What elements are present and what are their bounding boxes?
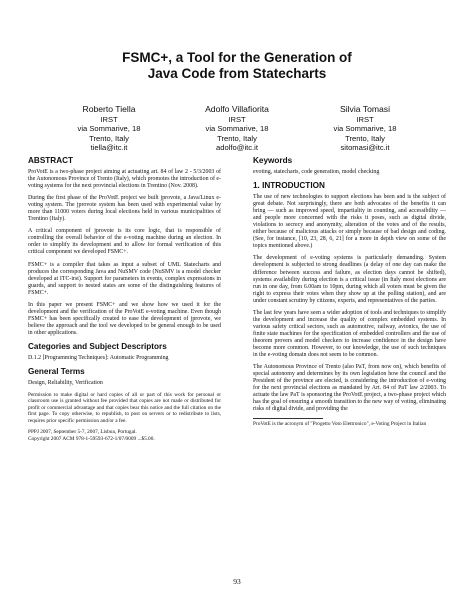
author-card [301, 104, 429, 152]
title-line-1: FSMC+, a Tool for the Generation of [122, 50, 352, 65]
author-affiliation: IRST [228, 115, 246, 124]
introduction-paragraph: The use of new technologies to support elections has been and is the subject of great debate. Not surprisingly, there are both advocates of the benefits it can bring — such as improved speed, impartiality in counting, and accessibility — and people more concerned with the risks it poses, such as digital divide, violations to secrecy and anonymity, alteration of the votes and of the results, either because of malicious attacks or simply because of bad design and coding. (See, for instance, [10, 23, 28, 6, 21] for a more in depth view on some of the topics mentioned above.) [253, 194, 446, 250]
author-email: sitomasi@itc.it [340, 142, 390, 152]
author-affiliation: IRST [100, 115, 118, 124]
author-address: via Sommarive, 18 [77, 124, 141, 134]
footnote: ProVotE is the acronym of "Progetto Voto Elettronico", e-Voting Project in Italian [253, 421, 427, 428]
conference-info: PPPJ 2007, September 5-7, 2007, Lisboa, Portugal. [28, 429, 137, 436]
keywords-text: evoting, statecharts, code generation, model checking [253, 169, 380, 175]
introduction-paragraph: The Autonomous Province of Trento (also PaT, from now on), which benefits of special autonomy and determines by its own legislation how the council and the President of the province are elected, is considering the introduction of e-voting for the next provincial elections as mandated by Art. 84 of PaT law 2/2003. To actuate the law PaT is sponsoring the ProVotE project, a two-phase project which has the goal of ensuring a smooth transition to the new way of voting, eliminating risks of digital divide, and providing the [253, 364, 446, 413]
author-address: via Sommarive, 18 [333, 124, 397, 134]
author-city: Trento, Italy [345, 133, 385, 143]
left-column [28, 156, 221, 442]
introduction-paragraph: The development of e-voting systems is particularly demanding. System development is subjected to strong deadlines (a delay of one day can make the difference between success and failure, as election days cannot be shifted), systems availability during election is a critical issue (in Italy most elections are run in one day, from 6.00am to 10pm, during which all voters must be given the right to express their votes when they show up at the polling station), and are under constant scrutiny by citizens, experts, and representatives of the parties. [253, 255, 446, 304]
abstract-heading: ABSTRACT [28, 156, 74, 165]
abstract-paragraph: A critical component of jprovote is its core logic, that is responsible of controlling the overall behavior of the e-voting machine during an election. In order to simplify its development and to allow for formal verification of this critical component we developed FSMC+. [28, 228, 221, 256]
categories-heading: Categories and Subject Descriptors [28, 341, 167, 351]
author-block [45, 104, 429, 152]
introduction-paragraph: The last few years have seen a wider adoption of tools and techniques to simplify the development and increase the quality of complex embedded systems. In various safety critical sectors, such as automotive, railway, avionics, the use of finite state machines for the specification of embedded controllers and the use of theorem provers and model checkers to increase confidence in the design have become more common. However, to our knowledge, the use of such techniques in the e-voting domain does not seem to be common. [253, 309, 446, 359]
right-column [253, 156, 446, 428]
general-terms-text: Design, Reliability, Verification [28, 380, 103, 387]
author-affiliation: IRST [356, 115, 374, 124]
page-number: 93 [233, 577, 241, 586]
author-name: Silvia Tomasi [340, 104, 390, 114]
paper-title [0, 50, 474, 82]
author-city: Trento, Italy [89, 133, 129, 143]
author-name: Roberto Tiella [82, 104, 136, 114]
abstract-paragraph: During the first phase of the ProVotE project we built jprovote, a Java/Linux e-voting system. The jprovote system has been used with experimental value by more than 11000 voters during local elections held in various municipalities of Trentino (Italy). [28, 195, 221, 223]
abstract-paragraph: In this paper we present FSMC+ and we show how we used it for the development and the verification of the ProVotE e-voting machine. Even though FSMC+ has been specifically created to ease the development of jprovote, we believe the approach and the tool we developed to be general enough to be used in other applications. [28, 301, 221, 336]
abstract-paragraph: ProVotE is a two-phase project aiming at actuating art. 84 of law 2 - 5/3/2003 of the Autonomous Province of Trento (Italy), which promotes the introduction of e-voting systems for the next provincial elections in Trentino (Nov. 2008). [28, 169, 221, 190]
author-address: via Sommarive, 18 [205, 124, 269, 134]
introduction-heading: 1. INTRODUCTION [253, 181, 325, 191]
permission-notice: Permission to make digital or hard copies of all or part of this work for personal or classroom use is granted without fee provided that copies are not made or distributed for profit or commercial advantage and that copies bear this notice and the full citation on the first page. To copy otherwise, to republish, to post on servers or to redistribute to lists, requires prior specific permission and/or a fee. [28, 392, 221, 424]
categories-text: D.1.2 [Programming Techniques]: Automatic Programming [28, 354, 169, 361]
author-card [173, 104, 301, 152]
abstract-paragraph: FSMC+ is a compiler that takes as input a subset of UML Statecharts and produces the corresponding Java and NuSMV code (NuSMV is a model checker developed at ITC-irst). Support for parameters in events, complex expressions in guards, and support to nested states are some of the distinguishing features of FSMC+. [28, 261, 221, 296]
author-card [45, 104, 173, 152]
author-email: adolfo@itc.it [216, 142, 258, 152]
author-name: Adolfo Villafiorita [205, 104, 269, 114]
author-email: tiella@itc.it [90, 142, 128, 152]
footnote-divider [253, 418, 323, 419]
title-line-2: Java Code from Statecharts [147, 66, 327, 81]
author-city: Trento, Italy [217, 133, 257, 143]
copyright-notice: Copyright 2007 ACM 978-1-59593-672-1/07/0009 ...$5.00. [28, 435, 155, 442]
general-terms-heading: General Terms [28, 367, 85, 377]
keywords-heading: Keywords [253, 156, 293, 165]
